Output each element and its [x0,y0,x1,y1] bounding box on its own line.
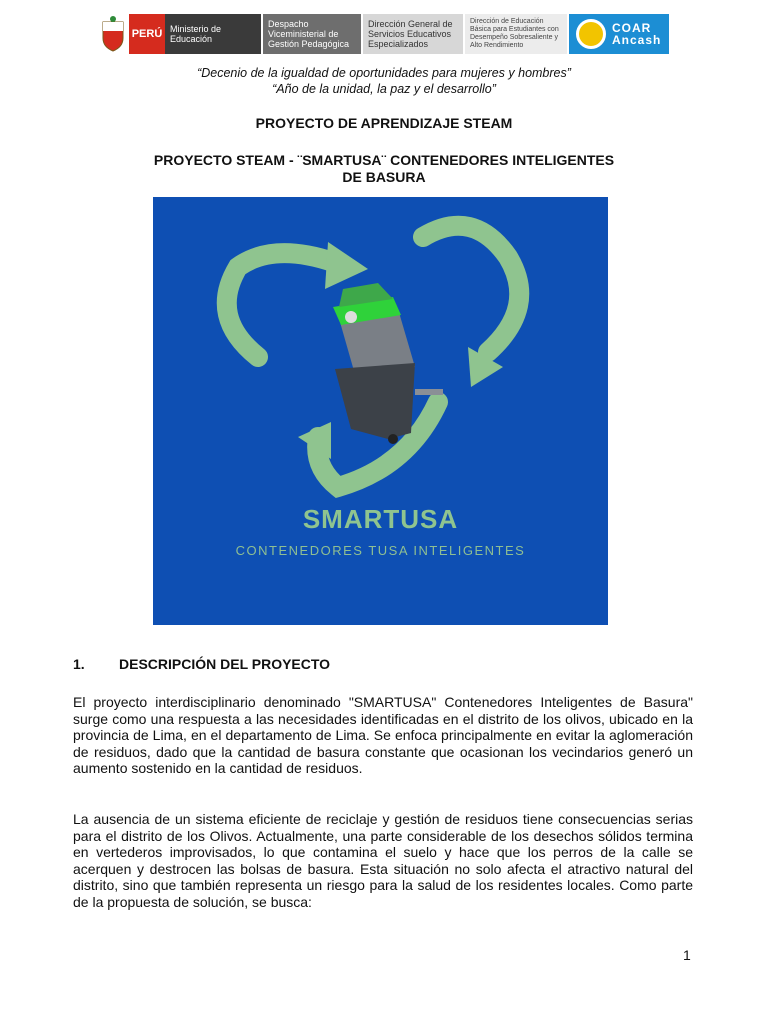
page-number: 1 [683,947,691,963]
coar-logo [569,14,669,54]
year-quote: “Año de la unidad, la paz y el desarrollo” [272,82,496,96]
ministry-label: Ministerio de Educación [165,14,261,54]
despacho-label: Despacho Viceministerial de Gestión Pedagógica [263,14,361,54]
section-number: 1. [73,656,85,672]
coar-line2: Ancash [612,33,662,47]
recycle-arrows-icon [153,197,608,625]
cover-image [153,197,608,625]
peru-label: PERÚ [129,14,165,54]
project-title-line1: PROYECTO STEAM - ¨SMARTUSA¨ CONTENEDORES INTELIGENTES [153,152,615,168]
project-title-line2: DE BASURA [342,169,426,185]
dgser-label: Dirección General de Servicios Educativos Especializados [363,14,463,54]
paragraph-1: El proyecto interdisciplinario denominado "SMARTUSA" Contenedores Inteligentes de Basura" surge como una respuesta a las necesidades identificadas en el distrito de los olivos, ubicado en la provincia de Lima, en el departamento de Lima. Se enfoca principalmente en evitar la aglomeración de residuos, dado que la cantidad de basura constante que ocasionan los vecindarios generó un aumento sostenido en la cantidad de residuos. [73,694,693,777]
header-banner [97,14,669,54]
cover-brand: SMARTUSA [302,504,459,534]
paragraph-2: La ausencia de un sistema eficiente de reciclaje y gestión de residuos tiene consecuencias serias para el distrito de los Olivos. Actualmente, una parte considerable de los desechos sólidos termina en vertederos improvisados, lo que contamina el suelo y hace que los perros de la calle se acerquen y destrocen las bolsas de basura. Esta situación no solo afecta el atractivo natural del distrito, sino que también representa un riesgo para la salud de los residentes locales. Como parte de la propuesta de solución, se busca: [73,811,693,910]
decenio-quote: “Decenio de la igualdad de oportunidades para mujeres y hombres” [197,66,571,80]
coat-of-arms-icon [97,14,129,54]
cover-tagline: CONTENEDORES TUSA INTELIGENTES [235,543,526,558]
document-title: PROYECTO DE APRENDIZAJE STEAM [255,115,513,131]
section-heading: DESCRIPCIÓN DEL PROYECTO [119,656,331,672]
coar-sun-icon [576,19,606,49]
coar-line1: COAR [612,21,652,35]
direccion-label: Dirección de Educación Básica para Estudiantes con Desempeño Sobresaliente y Alto Rendimiento [465,14,567,54]
